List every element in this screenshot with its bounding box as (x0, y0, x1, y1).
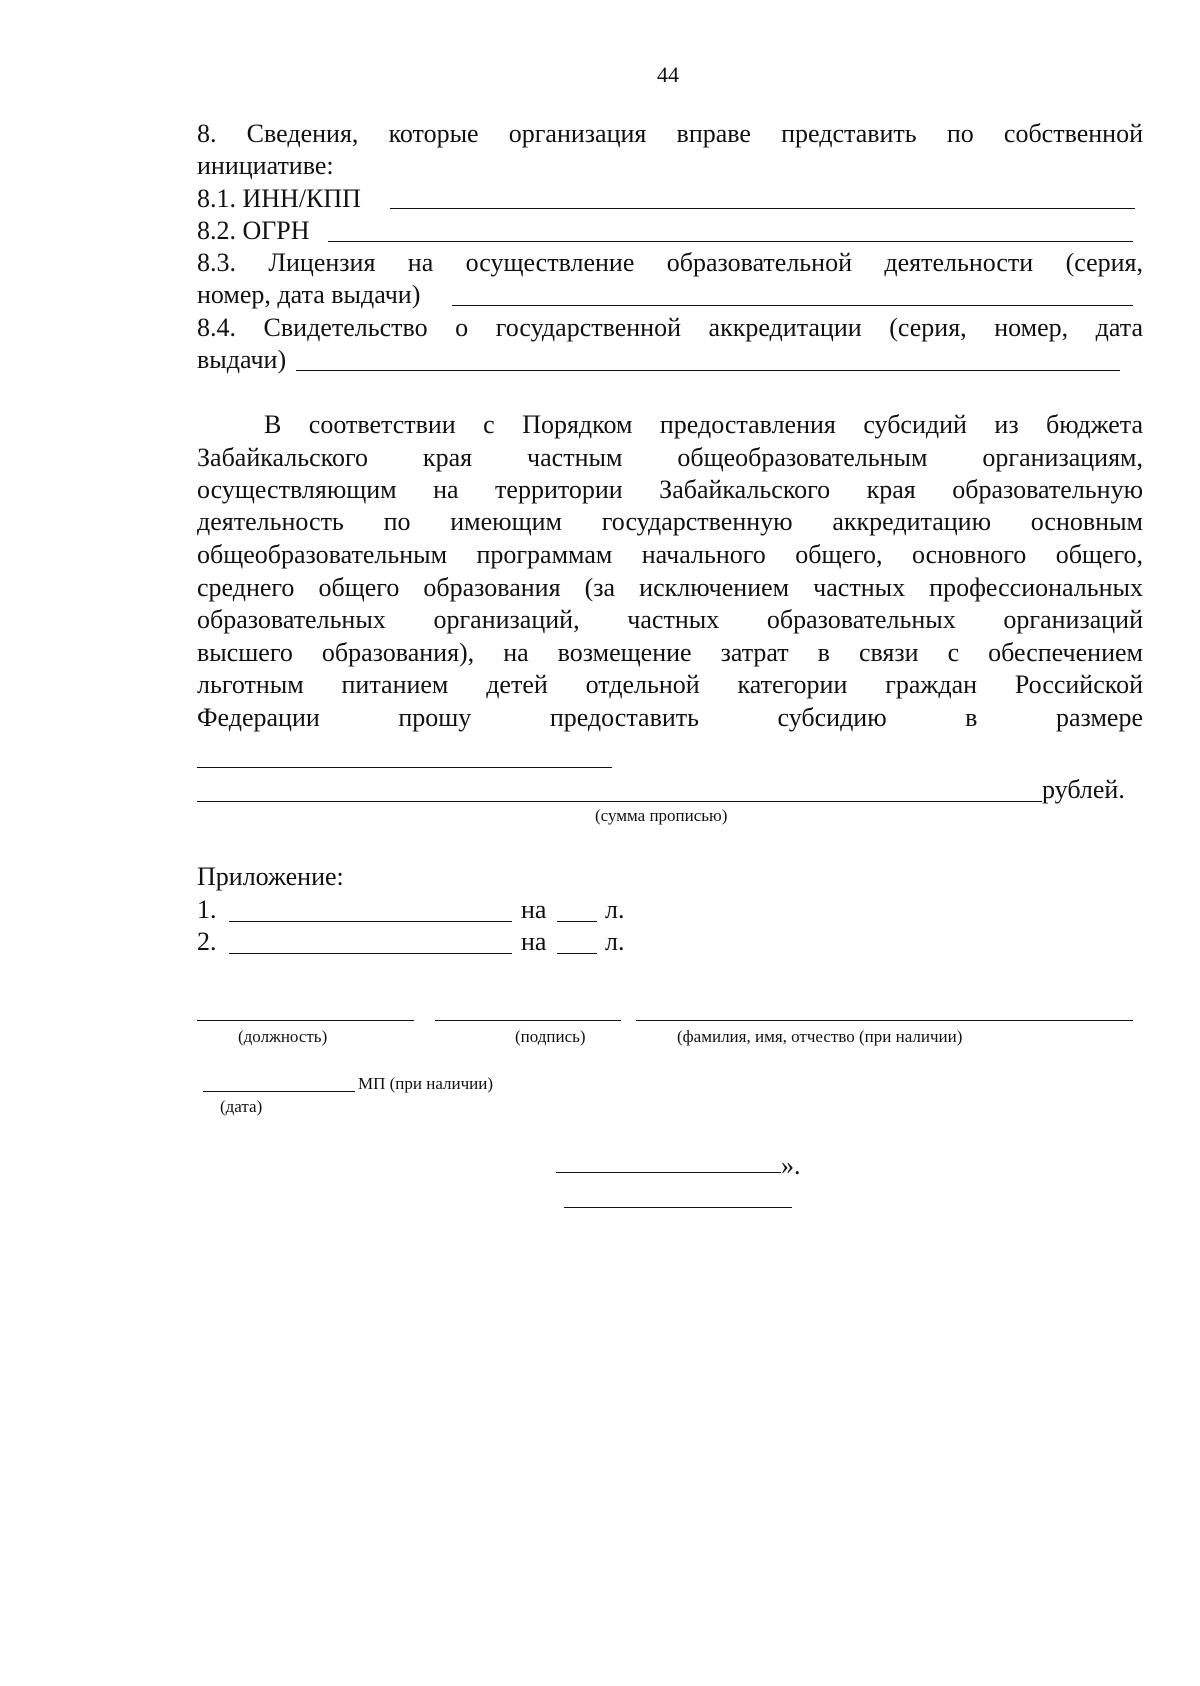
sum-in-words-caption: (сумма прописью) (595, 806, 728, 825)
attachment-1-na: на (521, 895, 547, 924)
attachment-2-name-line[interactable] (229, 953, 512, 954)
paragraph-line3: осуществляющим на территории Забайкальского края образовательную (197, 475, 1143, 504)
position-caption: (должность) (238, 1027, 328, 1046)
paragraph-line10: Федерации прошу предоставить субсидию в размере (197, 703, 1143, 732)
signature-line[interactable] (435, 1020, 621, 1021)
subsidy-amount-line2[interactable] (197, 801, 1042, 802)
full-name-line[interactable] (636, 1020, 1133, 1021)
closing-quote: ». (781, 1151, 801, 1180)
paragraph-line7: образовательных организаций, частных образовательных организаций (197, 605, 1143, 634)
accreditation-line2: выдачи) (197, 345, 287, 374)
inn-field-line[interactable] (390, 208, 1135, 209)
date-caption: (дата) (220, 1097, 263, 1116)
attachment-1-l: л. (605, 895, 625, 924)
position-line[interactable] (197, 1020, 414, 1021)
subsidy-amount-line1[interactable] (197, 767, 612, 768)
accreditation-field-line[interactable] (296, 370, 1120, 371)
inn-label: 8.1. ИНН/КПП (197, 184, 361, 213)
attachment-1-name-line[interactable] (229, 921, 512, 922)
page-number: 44 (657, 62, 679, 87)
license-field-line[interactable] (452, 305, 1133, 306)
paragraph-line9: льготным питанием детей отдельной категории граждан Российской (197, 670, 1143, 699)
license-line2: номер, дата выдачи) (197, 280, 421, 309)
paragraph-line2: Забайкальского края частным общеобразовательным организациям, (197, 443, 1143, 472)
paragraph-line5: общеобразовательным программам начального общего, основного общего, (197, 540, 1143, 569)
attachments-title: Приложение: (197, 862, 344, 891)
signature-caption: (подпись) (515, 1027, 586, 1046)
closing-line-2 (564, 1207, 792, 1208)
attachment-1-pages-line[interactable] (557, 921, 597, 922)
paragraph-line4: деятельность по имеющим государственную аккредитацию основным (197, 507, 1143, 536)
ogrn-field-line[interactable] (328, 241, 1133, 242)
attachment-2-number: 2. (197, 927, 217, 956)
license-line1: 8.3. Лицензия на осуществление образовательной деятельности (серия, (197, 248, 1143, 277)
stamp-label: МП (при наличии) (358, 1074, 494, 1093)
full-name-caption: (фамилия, имя, отчество (при наличии) (677, 1027, 963, 1046)
accreditation-line1: 8.4. Свидетельство о государственной аккредитации (серия, номер, дата (197, 313, 1143, 342)
attachment-2-na: на (521, 927, 547, 956)
paragraph-line6: среднего общего образования (за исключением частных профессиональных (197, 573, 1143, 602)
attachment-2-pages-line[interactable] (557, 953, 597, 954)
rubles-label: рублей. (1042, 775, 1125, 804)
closing-line-1 (556, 1172, 781, 1173)
date-line[interactable] (203, 1091, 355, 1092)
ogrn-label: 8.2. ОГРН (197, 216, 310, 245)
paragraph-line1: В соответствии с Порядком предоставления субсидий из бюджета (264, 410, 1143, 439)
section8-title-line1: 8. Сведения, которые организация вправе представить по собственной (197, 119, 1143, 148)
attachment-2-l: л. (605, 927, 625, 956)
attachment-1-number: 1. (197, 895, 217, 924)
paragraph-line8: высшего образования), на возмещение затрат в связи с обеспечением (197, 638, 1143, 667)
section8-title-line2: инициативе: (197, 151, 334, 180)
